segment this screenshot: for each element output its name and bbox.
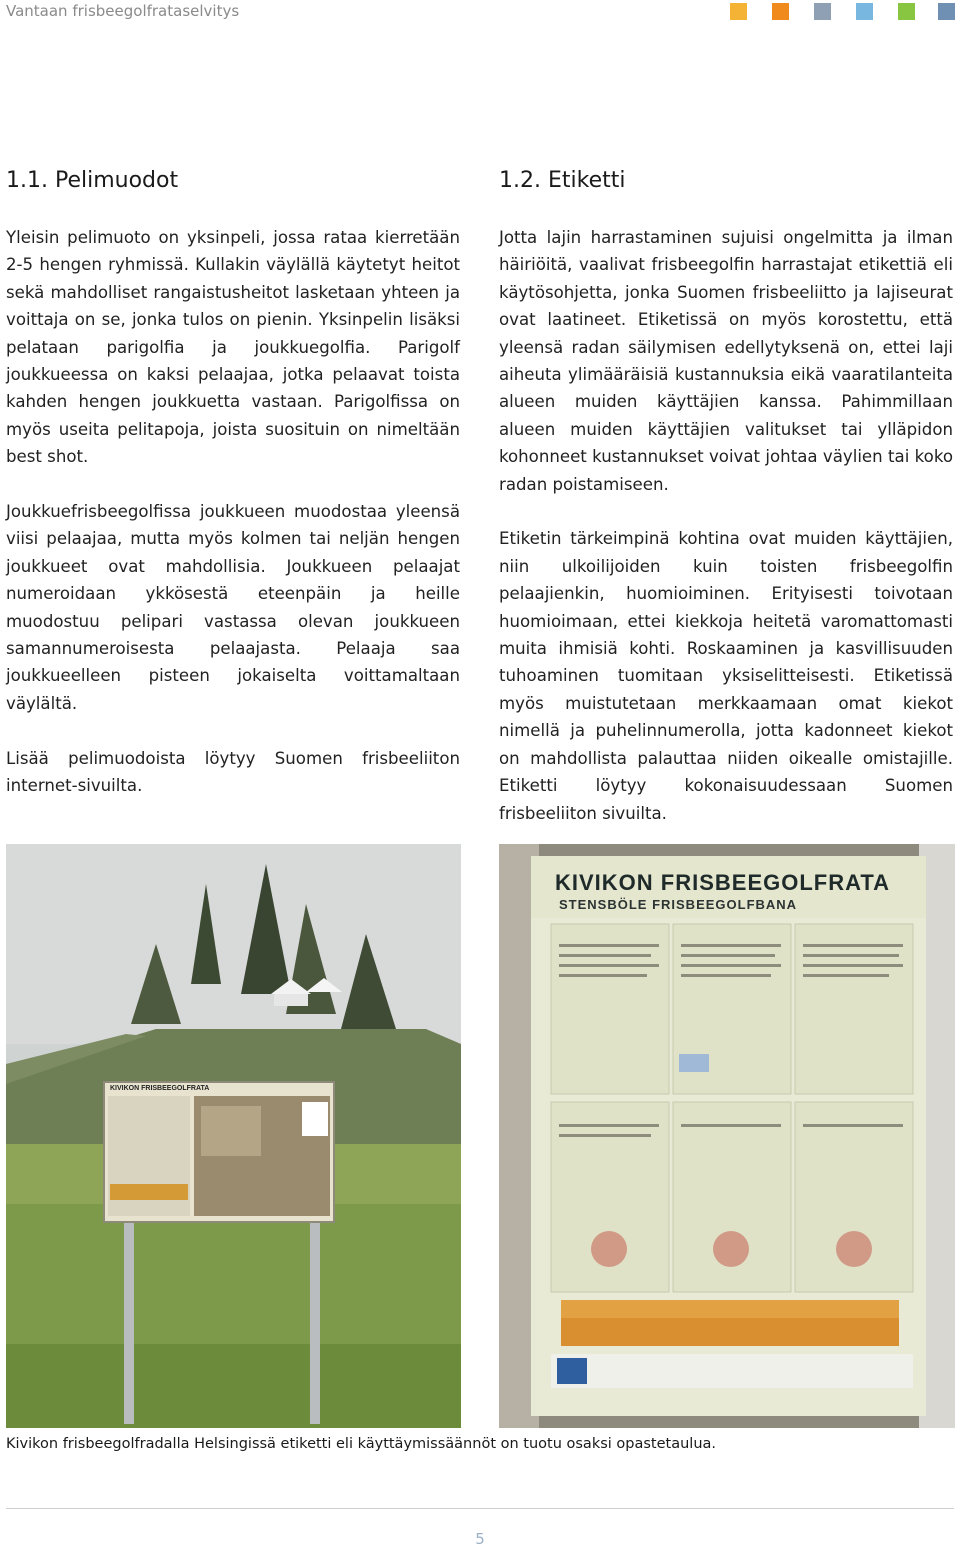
swatch-blue: [938, 3, 955, 20]
photo-sign-in-field: [6, 844, 461, 1428]
sign-closeup-illustration: [499, 844, 955, 1428]
section-heading-etiketti: 1.2. Etiketti: [499, 168, 626, 193]
paragraph: Joukkuefrisbeegolfissa joukkueen muodostaa yleensä viisi pelaajaa, mutta myös kolmen tai neljän hengen joukkueet ovat mahdollisia. Joukkueen pelaajat numeroidaan ykkösestä eteenpäin ja heille muodostuu pelipari vastassa olevan joukkueen samannumeroisesta pelaajasta. Pelaaja saa joukkueelleen pisteen jokaiselta voittamaltaan väylältä.: [6, 502, 460, 713]
figure-caption: Kivikon frisbeegolfradalla Helsingissä etiketti eli käyttäymissäännöt on tuotu osaksi opastetaulua.: [6, 1436, 717, 1452]
sign-subtitle: STENSBÖLE FRISBEEGOLFBANA: [559, 897, 798, 912]
swatch-green: [898, 3, 915, 20]
section-heading-pelimuodot: 1.1. Pelimuodot: [6, 168, 179, 193]
swatch-light-blue: [856, 3, 873, 20]
page-number: 5: [475, 1530, 485, 1548]
swatch-grey-blue: [814, 3, 831, 20]
running-header: Vantaan frisbeegolfrataselvitys: [6, 2, 240, 20]
footer-divider: [6, 1508, 954, 1509]
swatch-orange: [772, 3, 789, 20]
left-column: [6, 224, 460, 827]
swatch-yellow: [730, 3, 747, 20]
paragraph: Yleisin pelimuoto on yksinpeli, jossa rataa kierretään 2-5 hengen ryhmissä. Kullakin väylällä käytetyt heitot sekä mahdolliset rangaistusheitot lasketaan yhteen ja voittaja on se, jonka tulos on pienin. Yksinpelin lisäksi pelataan parigolfia ja joukkuegolfia. Parigolf joukkueessa on kaksi pelaajaa, jotka pelaavat toista kahden hengen joukkuetta vastaan. Parigolfissa on myös useita pelitapoja, joista suosituin on nimeltään best shot.: [6, 228, 460, 467]
paragraph: Jotta lajin harrastaminen sujuisi ongelmitta ja ilman häiriöitä, vaalivat frisbeegolfin harrastajat etikettiä eli käytösohjetta, jonka Suomen frisbeeliitto ja lajiseurat ovat laatineet. Etiketissä on myös korostettu, että yleensä radan säilymisen edellytyksenä on, ettei laji aiheuta ylimääräisiä kustannuksia eikä vaaratilanteita alueen muiden käyttäjien kanssa. Pahimmillaan alueen muiden käyttäjien valitukset tai ylläpidon kohonneet kustannukset voivat johtaa väylien tai koko radan poistamiseen.: [499, 228, 953, 494]
sign-title: KIVIKON FRISBEEGOLFRATA: [555, 870, 891, 895]
field-photo-illustration: [6, 844, 461, 1428]
paragraph: Lisää pelimuodoista löytyy Suomen frisbeeliiton internet-sivuilta.: [6, 748, 460, 796]
paragraph: Etiketin tärkeimpinä kohtina ovat muiden käyttäjien, niin ulkoilijoiden kuin toisten frisbeegolfin pelaajienkin, huomioiminen. Erityisesti toivotaan huomioimaan, ettei kiekkoja heitetä varomattomasti muita ihmisiä kohti. Roskaaminen ja kasvillisuuden tuhoaminen tuomitaan yksiselitteisesti. Etiketissä myös muistutetaan merkkaamaan omat kiekot nimellä ja puhelinnumerolla, jotta kadonneet kiekot on mahdollista palauttaa niiden oikealle omistajille. Etiketti löytyy kokonaisuudessaan Suomen frisbeeliiton sivuilta.: [499, 529, 953, 823]
right-column: [499, 224, 953, 854]
sign-title-small: KIVIKON FRISBEEGOLFRATA: [110, 1085, 210, 1092]
photo-sign-closeup: [499, 844, 955, 1428]
